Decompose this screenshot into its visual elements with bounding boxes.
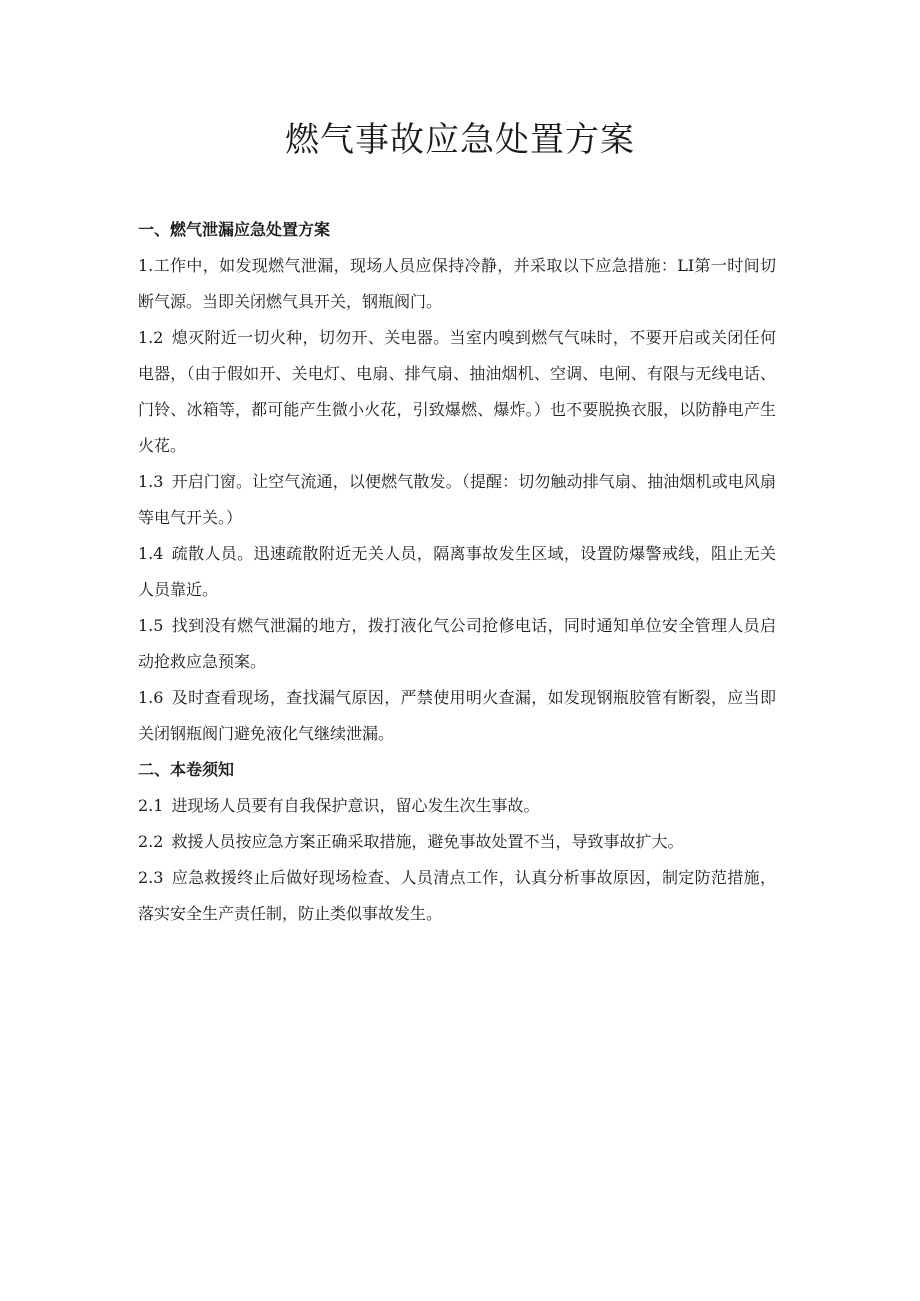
paragraph-1-4 bbox=[138, 536, 776, 608]
paragraph-number: 1. bbox=[138, 256, 154, 275]
paragraph-number: 1.4 bbox=[138, 544, 164, 563]
paragraph-number: 1.3 bbox=[138, 472, 164, 491]
paragraph-number: 1.6 bbox=[138, 688, 164, 707]
paragraph-text: 及时查看现场，查找漏气原因，严禁使用明火查漏，如发现钢瓶胶管有断裂，应当即关闭钢瓶阀门避免液化气继续泄漏。 bbox=[138, 688, 776, 743]
document-title: 燃气事故应急处置方案 bbox=[285, 120, 635, 160]
paragraph-text: 应急救援终止后做好现场检查、人员清点工作，认真分析事故原因，制定防范措施，落实安全生产责任制，防止类似事故发生。 bbox=[138, 868, 776, 923]
paragraph-1-6 bbox=[138, 680, 776, 752]
paragraph-2-1 bbox=[138, 788, 776, 824]
paragraph-2-3 bbox=[138, 860, 776, 932]
paragraph-text: 疏散人员。迅速疏散附近无关人员，隔离事故发生区域，设置防爆警戒线，阻止无关人员靠近。 bbox=[138, 544, 776, 599]
paragraph-text: 进现场人员要有自我保护意识，留心发生次生事故。 bbox=[171, 796, 540, 815]
paragraph-number: 2.2 bbox=[138, 832, 164, 851]
paragraph-text: 救援人员按应急方案正确采取措施，避免事故处置不当，导致事故扩大。 bbox=[171, 832, 684, 851]
section-heading-gas-leak: 一、燃气泄漏应急处置方案 bbox=[138, 220, 331, 239]
paragraph-number: 1.2 bbox=[138, 328, 164, 347]
paragraph-1-3 bbox=[138, 464, 776, 536]
section-heading-notes: 二、本卷须知 bbox=[138, 760, 235, 779]
paragraph-text: 开启门窗。让空气流通，以便燃气散发。（提醒：切勿触动排气扇、抽油烟机或电风扇等电气开关。） bbox=[138, 472, 776, 527]
paragraph-1-5 bbox=[138, 608, 776, 680]
paragraph-number: 2.3 bbox=[138, 868, 164, 887]
paragraph-1-2 bbox=[138, 320, 776, 464]
paragraph-text: 找到没有燃气泄漏的地方，拨打液化气公司抢修电话，同时通知单位安全管理人员启动抢救应急预案。 bbox=[138, 616, 776, 671]
paragraph-1-1 bbox=[138, 248, 776, 320]
paragraph-text: 工作中，如发现燃气泄漏，现场人员应保持冷静，并采取以下应急措施：LI第一时间切断气源。当即关闭燃气具开关，钢瓶阀门。 bbox=[138, 256, 776, 311]
paragraph-number: 2.1 bbox=[138, 796, 164, 815]
paragraph-2-2 bbox=[138, 824, 776, 860]
document-body bbox=[138, 212, 776, 932]
paragraph-text: 熄灭附近一切火种，切勿开、关电器。当室内嗅到燃气气味时，不要开启或关闭任何电器，（由于假如开、关电灯、电扇、排气扇、抽油烟机、空调、电闸、有限与无线电话、门铃、冰箱等，都可能产生微小火花，引致爆燃、爆炸。）也不要脱换衣服，以防静电产生火花。 bbox=[138, 328, 776, 455]
paragraph-number: 1.5 bbox=[138, 616, 164, 635]
